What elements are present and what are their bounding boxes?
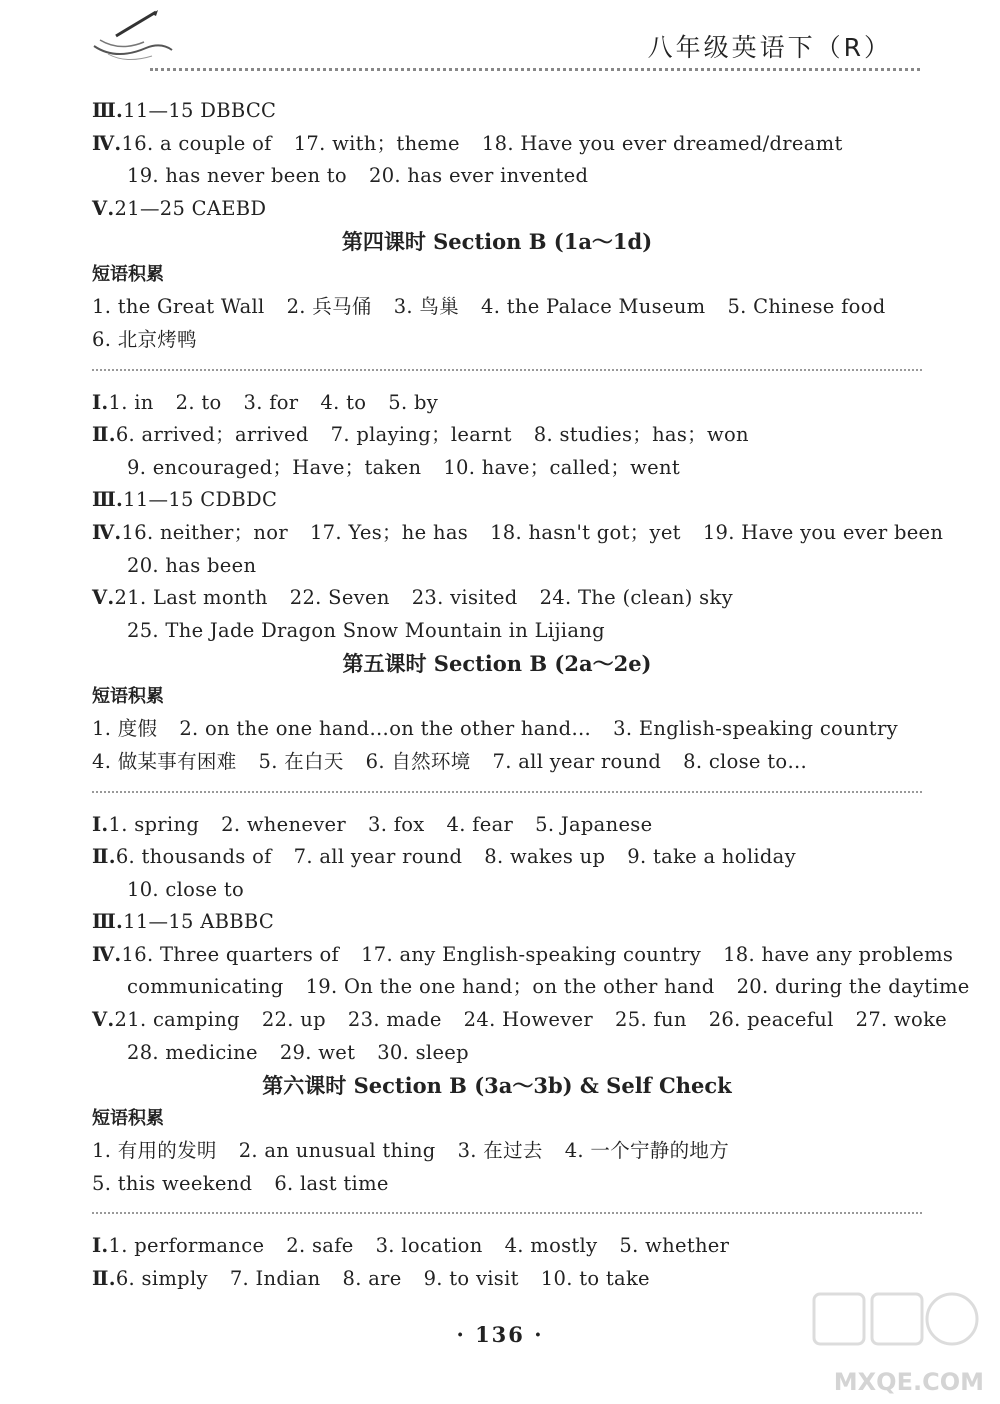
answer-item: 20. during the daytime (736, 975, 970, 999)
answer-item: 28. medicine (127, 1040, 258, 1064)
answer-line (92, 582, 932, 615)
page-number: · 136 · (456, 1322, 544, 1347)
answer-item: 5. 在白天 (258, 749, 344, 773)
answer-item: 21. Last month (114, 586, 268, 610)
answer-item: 16. a couple of (121, 131, 272, 155)
phrase-subheading: 短语积累 (92, 264, 164, 286)
answer-item: 8. are (342, 1267, 402, 1291)
answer-item: 7. playing；learnt (330, 423, 512, 447)
answer-item: 18. Have you ever dreamed/dreamt (481, 131, 843, 155)
section-heading: 第五课时 Section B (2a～2e) (342, 651, 652, 677)
answer-item: 1. spring (108, 812, 200, 836)
answer-item: 1. the Great Wall (92, 295, 265, 319)
watermark-icon (794, 1286, 984, 1366)
answer-item: 17. Yes；he has (309, 520, 469, 544)
answer-item: 11—15 CDBDC (123, 488, 278, 512)
answer-line (92, 1037, 932, 1070)
answer-item: 6. 北京烤鸭 (92, 327, 197, 351)
answer-item: 5. this weekend (92, 1171, 253, 1195)
answer-line (92, 193, 932, 226)
answer-item: 5. Japanese (535, 812, 653, 836)
answer-line (92, 128, 932, 161)
answer-item: 4. 做某事有困难 (92, 749, 237, 773)
answer-item: 10. have；called；went (443, 455, 680, 479)
roman-numeral: Ⅴ. (92, 1008, 115, 1032)
answer-line (92, 874, 932, 907)
roman-numeral: Ⅲ. (92, 99, 124, 122)
answer-item: 17. with；theme (293, 131, 460, 155)
answer-item: communicating (127, 975, 284, 999)
answer-item: 3. location (375, 1234, 483, 1258)
answer-item: 8. wakes up (484, 845, 606, 869)
answer-item: 16. Three quarters of (121, 942, 340, 966)
page-header (0, 0, 1000, 80)
answer-item: 2. safe (286, 1234, 354, 1258)
answer-item: 19. has never been to (127, 164, 347, 188)
roman-numeral: Ⅰ. (92, 390, 109, 414)
answer-item: 11—15 DBBCC (123, 99, 277, 122)
answer-line (92, 809, 932, 842)
answer-item: 4. mostly (504, 1234, 598, 1258)
pen-logo-icon (86, 6, 176, 70)
answer-item: 18. hasn't got；yet (490, 520, 681, 544)
answer-item: 7. all year round (293, 845, 463, 869)
roman-numeral: Ⅲ. (92, 910, 124, 934)
answer-item: 20. has been (127, 553, 257, 577)
roman-numeral: Ⅳ. (92, 942, 122, 966)
answer-line (92, 1135, 932, 1168)
answer-item: 8. studies；has；won (533, 423, 749, 447)
answer-content (92, 95, 970, 1296)
answer-item: 19. Have you ever been (702, 520, 944, 544)
answer-item: 2. to (175, 390, 222, 414)
book-title: 八年级英语下（R） (647, 33, 892, 62)
roman-numeral: Ⅳ. (92, 520, 122, 544)
answer-item: 1. 度假 (92, 717, 158, 741)
roman-numeral: Ⅳ. (92, 131, 122, 155)
answer-line (92, 484, 932, 517)
answer-item: 10. close to (127, 877, 245, 901)
answer-line (92, 615, 932, 648)
answer-item: 2. on the one hand…on the other hand… (179, 717, 592, 741)
answer-item: 3. 在过去 (457, 1139, 543, 1163)
answer-item: 6. arrived；arrived (115, 423, 309, 447)
answer-item: 20. has ever invented (368, 164, 589, 188)
answer-item: 21. camping (114, 1008, 240, 1032)
answer-item: 5. whether (619, 1234, 730, 1258)
answer-item: 9. encouraged；Have；taken (127, 455, 422, 479)
answer-item: 6. last time (274, 1171, 389, 1195)
answer-item: 24. However (463, 1008, 594, 1032)
answer-item: 26. peaceful (708, 1008, 834, 1032)
answer-item: 7. Indian (229, 1267, 321, 1291)
roman-numeral: Ⅴ. (92, 196, 115, 220)
watermark-text: MXQE.COM (833, 1368, 984, 1396)
answer-line (92, 1004, 948, 1037)
answer-line (92, 746, 932, 779)
answer-item: 3. for (243, 390, 299, 414)
watermark-logo (794, 1286, 984, 1396)
answer-line (92, 419, 932, 452)
answer-item: 5. Chinese food (727, 295, 886, 319)
answer-item: 4. 一个宁静的地方 (564, 1139, 730, 1163)
answer-item: 6. simply (115, 1267, 208, 1291)
answer-item: 9. take a holiday (627, 845, 796, 869)
answer-item: 19. On the one hand；on the other hand (305, 975, 715, 999)
answer-line (92, 841, 932, 874)
answer-item: 1. performance (108, 1234, 265, 1258)
roman-numeral: Ⅰ. (92, 812, 109, 836)
answer-item: 9. to visit (423, 1267, 519, 1291)
answer-item: 4. fear (446, 812, 514, 836)
answer-item: 2. 兵马俑 (286, 295, 372, 319)
answer-item: 7. all year round (492, 749, 662, 773)
answer-item: 22. Seven (289, 586, 390, 610)
roman-numeral: Ⅱ. (92, 1267, 116, 1291)
answer-line (92, 517, 944, 550)
dotted-divider (92, 791, 922, 809)
answer-item: 25. The Jade Dragon Snow Mountain in Lijiang (127, 618, 605, 642)
answer-item: 24. The (clean) sky (539, 586, 733, 610)
roman-numeral: Ⅲ. (92, 488, 124, 512)
answer-item: 5. by (388, 390, 439, 414)
answer-line (92, 906, 932, 939)
answer-line (92, 713, 932, 746)
answer-line (92, 324, 932, 357)
answer-line (92, 387, 932, 420)
answer-item: 6. thousands of (115, 845, 272, 869)
answer-item: 4. the Palace Museum (481, 295, 706, 319)
answer-item: 3. fox (367, 812, 425, 836)
answer-line (92, 291, 932, 324)
answer-item: 4. to (320, 390, 367, 414)
answer-line (92, 1168, 932, 1201)
phrase-subheading: 短语积累 (92, 1108, 164, 1130)
answer-item: 25. fun (615, 1008, 687, 1032)
header-divider (150, 68, 920, 71)
answer-item: 2. an unusual thing (238, 1139, 436, 1163)
answer-item: 2. whenever (221, 812, 346, 836)
answer-item: 29. wet (279, 1040, 356, 1064)
answer-item: 23. made (347, 1008, 442, 1032)
answer-item: 3. English-speaking country (613, 717, 898, 741)
answer-item: 1. 有用的发明 (92, 1139, 217, 1163)
answer-line (92, 1230, 932, 1263)
answer-item: 6. 自然环境 (365, 749, 471, 773)
dotted-divider (92, 1212, 922, 1230)
answer-item: 30. sleep (377, 1040, 469, 1064)
answer-line (92, 95, 932, 128)
answer-line (92, 452, 932, 485)
answer-item: 21—25 CAEBD (114, 196, 267, 220)
roman-numeral: Ⅱ. (92, 423, 116, 447)
section-heading: 第四课时 Section B (1a～1d) (341, 229, 653, 255)
roman-numeral: Ⅱ. (92, 845, 116, 869)
answer-line (92, 939, 954, 972)
answer-item: 18. have any problems (723, 942, 954, 966)
answer-item: 11—15 ABBBC (123, 910, 275, 934)
phrase-subheading: 短语积累 (92, 686, 164, 708)
dotted-divider (92, 369, 922, 387)
answer-item: 10. to take (540, 1267, 650, 1291)
answer-item: 17. any English-speaking country (361, 942, 702, 966)
answer-item: 1. in (108, 390, 154, 414)
answer-line (92, 550, 932, 583)
answer-item: 8. close to… (683, 749, 808, 773)
answer-line (92, 971, 970, 1004)
answer-item: 23. visited (411, 586, 518, 610)
roman-numeral: Ⅴ. (92, 586, 115, 610)
answer-item: 3. 鸟巢 (393, 295, 460, 319)
roman-numeral: Ⅰ. (92, 1234, 109, 1258)
answer-item: 27. woke (855, 1008, 948, 1032)
answer-item: 16. neither；nor (121, 520, 288, 544)
answer-line (92, 160, 932, 193)
section-heading: 第六课时 Section B (3a～3b) & Self Check (262, 1073, 732, 1099)
answer-item: 22. up (261, 1008, 326, 1032)
